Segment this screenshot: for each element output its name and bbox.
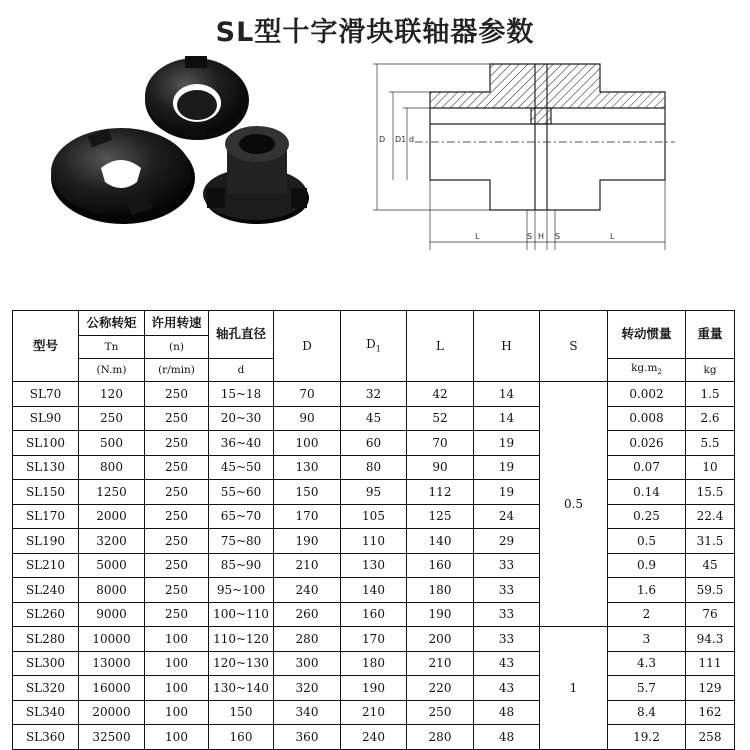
h-cell: 48 <box>474 725 540 750</box>
d-cell: 280 <box>274 627 341 652</box>
table-row <box>13 553 735 578</box>
weight-cell: 76 <box>686 602 735 627</box>
speed-cell: 250 <box>145 504 209 529</box>
bore-cell: 95~100 <box>209 578 274 603</box>
header-inertia-unit-sub: 2 <box>657 368 662 377</box>
h-cell: 14 <box>474 382 540 407</box>
d1-cell: 180 <box>341 651 407 676</box>
weight-cell: 1.5 <box>686 382 735 407</box>
d-cell: 100 <box>274 431 341 456</box>
l-cell: 220 <box>407 676 474 701</box>
model-cell: SL90 <box>13 406 79 431</box>
weight-cell: 162 <box>686 700 735 725</box>
h-cell: 24 <box>474 504 540 529</box>
inertia-cell: 2 <box>608 602 686 627</box>
d-cell: 150 <box>274 480 341 505</box>
slider-disc <box>51 128 195 224</box>
l-cell: 190 <box>407 602 474 627</box>
d-cell: 360 <box>274 725 341 750</box>
l-cell: 112 <box>407 480 474 505</box>
model-cell: SL100 <box>13 431 79 456</box>
speed-cell: 100 <box>145 676 209 701</box>
header-D1-sub: 1 <box>375 344 381 354</box>
header-bore-symbol: d <box>209 359 274 382</box>
d1-cell: 60 <box>341 431 407 456</box>
model-cell: SL360 <box>13 725 79 750</box>
d-cell: 130 <box>274 455 341 480</box>
d1-cell: 210 <box>341 700 407 725</box>
weight-cell: 94.3 <box>686 627 735 652</box>
inertia-cell: 19.2 <box>608 725 686 750</box>
table-row <box>13 504 735 529</box>
inertia-cell: 0.002 <box>608 382 686 407</box>
h-cell: 19 <box>474 431 540 456</box>
header-L: L <box>407 311 474 382</box>
spec-table <box>12 310 735 750</box>
model-cell: SL260 <box>13 602 79 627</box>
table-row <box>13 627 735 652</box>
product-photo <box>45 48 315 228</box>
speed-cell: 100 <box>145 651 209 676</box>
dim-label-D1: D1 <box>395 135 407 144</box>
inertia-cell: 0.026 <box>608 431 686 456</box>
h-cell: 19 <box>474 480 540 505</box>
torque-cell: 2000 <box>79 504 145 529</box>
inertia-cell: 3 <box>608 627 686 652</box>
d-cell: 190 <box>274 529 341 554</box>
torque-cell: 9000 <box>79 602 145 627</box>
technical-drawing <box>355 50 685 260</box>
dim-label-L-right: L <box>610 232 615 241</box>
page-title: SL型十字滑块联轴器参数 <box>215 17 535 48</box>
inertia-cell: 0.25 <box>608 504 686 529</box>
model-cell: SL280 <box>13 627 79 652</box>
inertia-cell: 8.4 <box>608 700 686 725</box>
l-cell: 125 <box>407 504 474 529</box>
speed-cell: 250 <box>145 431 209 456</box>
torque-cell: 32500 <box>79 725 145 750</box>
l-cell: 210 <box>407 651 474 676</box>
d1-cell: 140 <box>341 578 407 603</box>
table-row <box>13 651 735 676</box>
header-speed-symbol: (n) <box>145 336 209 359</box>
d-cell: 260 <box>274 602 341 627</box>
d1-cell: 190 <box>341 676 407 701</box>
header-D1-main: D <box>366 337 376 352</box>
model-cell: SL150 <box>13 480 79 505</box>
d1-cell: 170 <box>341 627 407 652</box>
d1-cell: 160 <box>341 602 407 627</box>
dim-label-H: H <box>538 232 545 241</box>
weight-cell: 2.6 <box>686 406 735 431</box>
l-cell: 180 <box>407 578 474 603</box>
d1-cell: 130 <box>341 553 407 578</box>
h-cell: 14 <box>474 406 540 431</box>
table-row <box>13 431 735 456</box>
inertia-cell: 5.7 <box>608 676 686 701</box>
header-row <box>13 311 735 336</box>
d-cell: 340 <box>274 700 341 725</box>
l-cell: 200 <box>407 627 474 652</box>
weight-cell: 45 <box>686 553 735 578</box>
d1-cell: 95 <box>341 480 407 505</box>
header-inertia-unit <box>608 359 686 382</box>
coupling-ring-back <box>145 56 249 140</box>
h-cell: 43 <box>474 676 540 701</box>
torque-cell: 16000 <box>79 676 145 701</box>
header-torque: 公称转矩 <box>79 311 145 336</box>
l-cell: 160 <box>407 553 474 578</box>
header-torque-symbol: Tn <box>79 336 145 359</box>
model-cell: SL190 <box>13 529 79 554</box>
dim-label-S-left: S <box>527 232 533 241</box>
torque-cell: 500 <box>79 431 145 456</box>
bore-cell: 160 <box>209 725 274 750</box>
speed-cell: 100 <box>145 725 209 750</box>
header-H: H <box>474 311 540 382</box>
weight-cell: 111 <box>686 651 735 676</box>
speed-cell: 250 <box>145 382 209 407</box>
weight-cell: 31.5 <box>686 529 735 554</box>
model-cell: SL340 <box>13 700 79 725</box>
table-row <box>13 455 735 480</box>
inertia-cell: 1.6 <box>608 578 686 603</box>
torque-cell: 800 <box>79 455 145 480</box>
bore-cell: 130~140 <box>209 676 274 701</box>
bore-cell: 15~18 <box>209 382 274 407</box>
inertia-cell: 0.008 <box>608 406 686 431</box>
header-D: D <box>274 311 341 382</box>
spec-table-body <box>13 382 735 750</box>
header-torque-unit: (N.m) <box>79 359 145 382</box>
d1-cell: 45 <box>341 406 407 431</box>
h-cell: 33 <box>474 602 540 627</box>
l-cell: 70 <box>407 431 474 456</box>
torque-cell: 13000 <box>79 651 145 676</box>
speed-cell: 100 <box>145 627 209 652</box>
header-weight: 重量 <box>686 311 735 359</box>
header-S: S <box>540 311 608 382</box>
torque-cell: 1250 <box>79 480 145 505</box>
table-row <box>13 578 735 603</box>
bore-cell: 100~110 <box>209 602 274 627</box>
dim-label-d: d <box>409 135 415 144</box>
torque-cell: 120 <box>79 382 145 407</box>
header-inertia: 转动惯量 <box>608 311 686 359</box>
d-cell: 210 <box>274 553 341 578</box>
header-model: 型号 <box>13 311 79 382</box>
model-cell: SL130 <box>13 455 79 480</box>
dim-label-L-left: L <box>475 232 480 241</box>
l-cell: 52 <box>407 406 474 431</box>
speed-cell: 250 <box>145 455 209 480</box>
speed-cell: 250 <box>145 578 209 603</box>
d1-cell: 240 <box>341 725 407 750</box>
bore-cell: 55~60 <box>209 480 274 505</box>
inertia-cell: 0.9 <box>608 553 686 578</box>
h-cell: 33 <box>474 553 540 578</box>
table-row <box>13 529 735 554</box>
inertia-cell: 0.14 <box>608 480 686 505</box>
torque-cell: 250 <box>79 406 145 431</box>
model-cell: SL320 <box>13 676 79 701</box>
d1-cell: 32 <box>341 382 407 407</box>
speed-cell: 250 <box>145 480 209 505</box>
torque-cell: 20000 <box>79 700 145 725</box>
speed-cell: 250 <box>145 529 209 554</box>
dim-label-S-right: S <box>555 232 561 241</box>
table-row <box>13 480 735 505</box>
d-cell: 70 <box>274 382 341 407</box>
bore-cell: 150 <box>209 700 274 725</box>
bore-cell: 75~80 <box>209 529 274 554</box>
d-cell: 240 <box>274 578 341 603</box>
bore-cell: 20~30 <box>209 406 274 431</box>
inertia-cell: 0.07 <box>608 455 686 480</box>
inertia-cell: 0.5 <box>608 529 686 554</box>
h-cell: 29 <box>474 529 540 554</box>
torque-cell: 3200 <box>79 529 145 554</box>
h-cell: 48 <box>474 700 540 725</box>
dim-label-D: D <box>379 135 386 144</box>
d1-cell: 105 <box>341 504 407 529</box>
d-cell: 170 <box>274 504 341 529</box>
table-row <box>13 725 735 750</box>
header-weight-unit: kg <box>686 359 735 382</box>
s-cell-group-1: 0.5 <box>540 382 608 627</box>
model-cell: SL170 <box>13 504 79 529</box>
bore-cell: 120~130 <box>209 651 274 676</box>
weight-cell: 129 <box>686 676 735 701</box>
torque-cell: 5000 <box>79 553 145 578</box>
bore-cell: 110~120 <box>209 627 274 652</box>
coupling-hub <box>203 126 309 224</box>
table-row <box>13 676 735 701</box>
header-bore: 轴孔直径 <box>209 311 274 359</box>
model-cell: SL70 <box>13 382 79 407</box>
header-inertia-unit-main: kg.m <box>631 362 658 375</box>
h-cell: 19 <box>474 455 540 480</box>
speed-cell: 100 <box>145 700 209 725</box>
torque-cell: 8000 <box>79 578 145 603</box>
bore-cell: 65~70 <box>209 504 274 529</box>
l-cell: 140 <box>407 529 474 554</box>
d-cell: 320 <box>274 676 341 701</box>
model-cell: SL240 <box>13 578 79 603</box>
h-cell: 33 <box>474 578 540 603</box>
table-row <box>13 700 735 725</box>
h-cell: 43 <box>474 651 540 676</box>
table-row <box>13 602 735 627</box>
weight-cell: 22.4 <box>686 504 735 529</box>
speed-cell: 250 <box>145 602 209 627</box>
h-cell: 33 <box>474 627 540 652</box>
d1-cell: 110 <box>341 529 407 554</box>
inertia-cell: 4.3 <box>608 651 686 676</box>
weight-cell: 59.5 <box>686 578 735 603</box>
l-cell: 42 <box>407 382 474 407</box>
weight-cell: 15.5 <box>686 480 735 505</box>
torque-cell: 10000 <box>79 627 145 652</box>
d-cell: 90 <box>274 406 341 431</box>
header-speed: 许用转速 <box>145 311 209 336</box>
model-cell: SL210 <box>13 553 79 578</box>
d1-cell: 80 <box>341 455 407 480</box>
l-cell: 280 <box>407 725 474 750</box>
weight-cell: 5.5 <box>686 431 735 456</box>
speed-cell: 250 <box>145 553 209 578</box>
bore-cell: 85~90 <box>209 553 274 578</box>
table-row <box>13 382 735 407</box>
header-speed-unit: (r/min) <box>145 359 209 382</box>
bore-cell: 45~50 <box>209 455 274 480</box>
weight-cell: 10 <box>686 455 735 480</box>
table-row <box>13 406 735 431</box>
l-cell: 90 <box>407 455 474 480</box>
weight-cell: 258 <box>686 725 735 750</box>
l-cell: 250 <box>407 700 474 725</box>
d-cell: 300 <box>274 651 341 676</box>
speed-cell: 250 <box>145 406 209 431</box>
bore-cell: 36~40 <box>209 431 274 456</box>
header-D1 <box>341 311 407 382</box>
model-cell: SL300 <box>13 651 79 676</box>
s-cell-group-2: 1 <box>540 627 608 750</box>
